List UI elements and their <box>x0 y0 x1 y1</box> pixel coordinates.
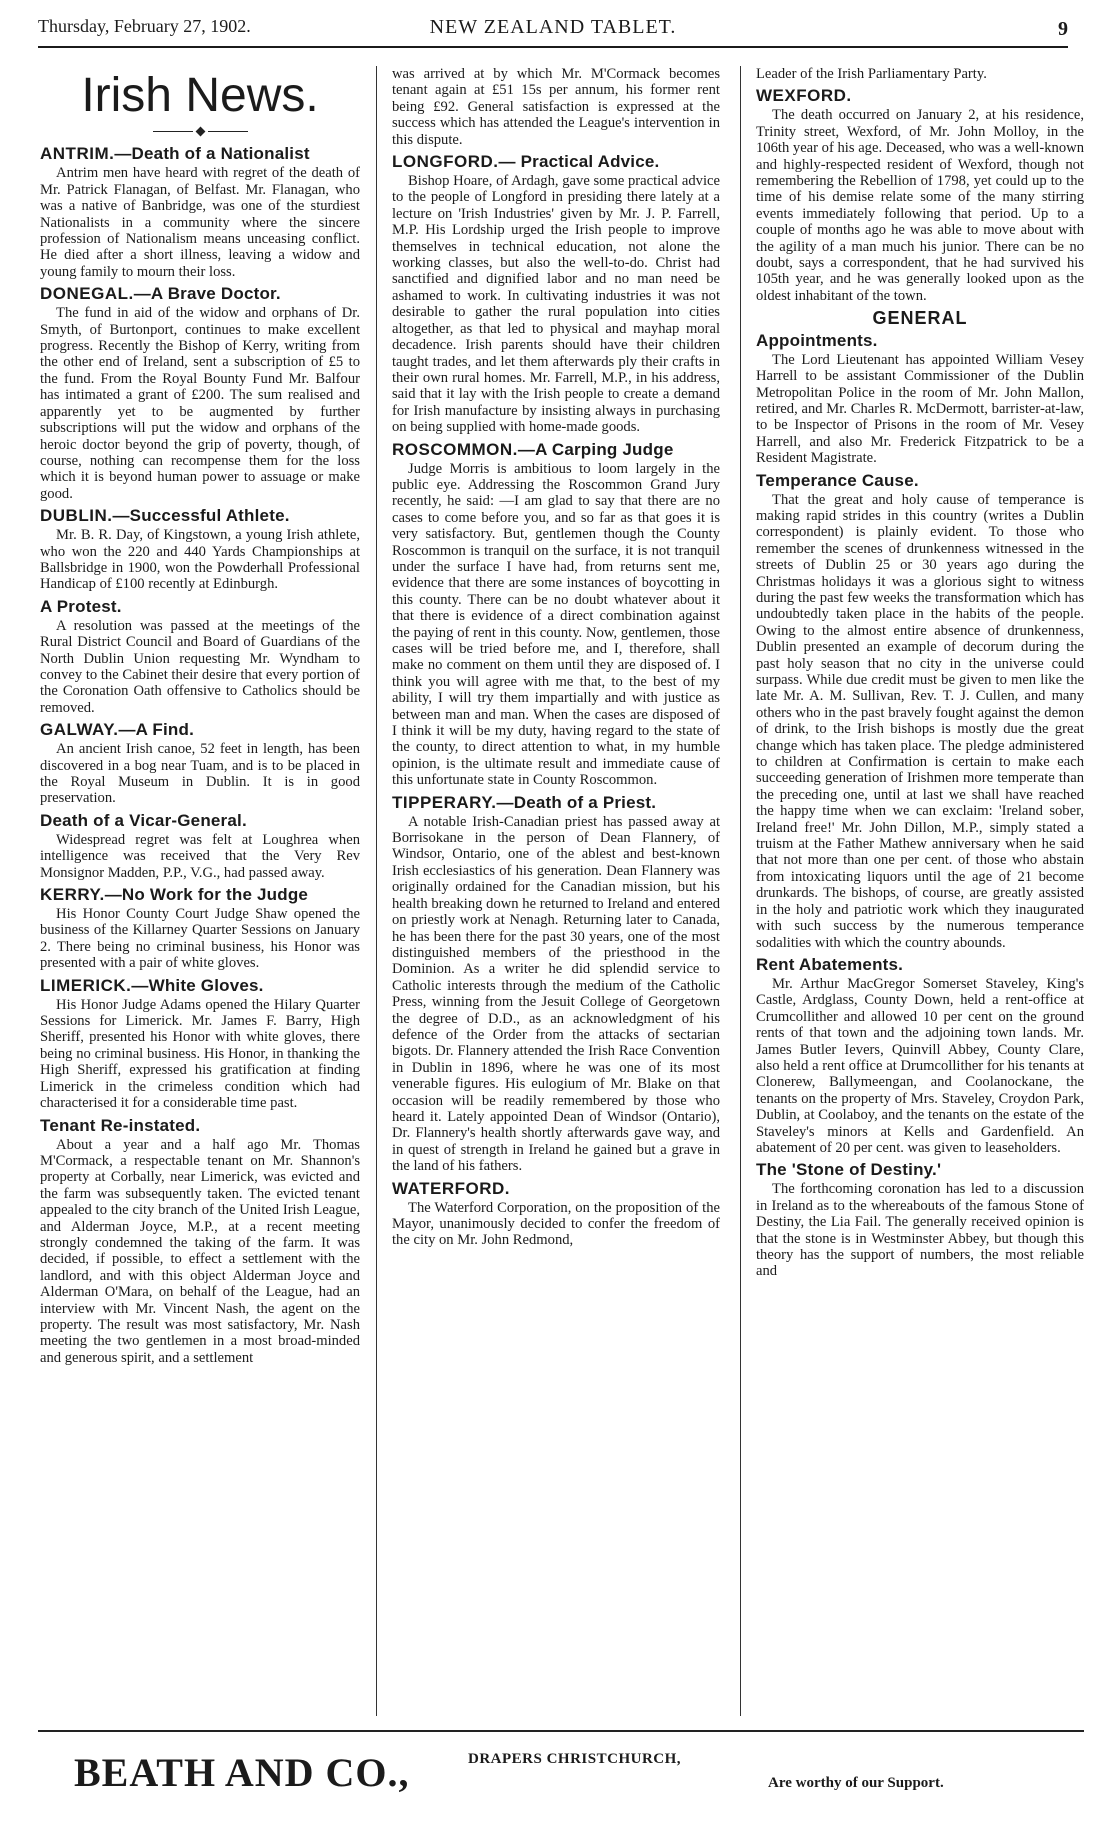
section-title-irish-news: Irish News. <box>81 69 319 122</box>
article-headline <box>756 955 1084 975</box>
article-headline <box>392 793 720 813</box>
headline-place: GALWAY. <box>40 720 119 740</box>
article-paragraph: Widespread regret was felt at Loughrea when intelligence was received that the Very Rev Monsignor Madden, P.P., V.G., had passed away. <box>40 831 360 881</box>
column-1 <box>40 66 360 1716</box>
article-headline <box>40 597 360 617</box>
article-paragraph: His Honor Judge Adams opened the Hilary Quarter Sessions for Limerick. Mr. James F. Barry, High Sheriff, presented his Honor with white gloves, there being no criminal business. His Honor, in thanking the High Sheriff, expressed his gratification at finding Limerick in the crimeless condition which had characterised it for a considerable time past. <box>40 996 360 1112</box>
headline-title: Tenant Re-instated. <box>40 1115 201 1135</box>
headline-place: DONEGAL. <box>40 284 134 304</box>
article-paragraph: Mr. Arthur MacGregor Somerset Staveley, King's Castle, Ardglass, County Down, held a rent-office at Crumcollither and allowed 10 per cent on the ground rents of that town and the adjoining town lands. Mr. James Butler Ievers, Quinvill Abbey, County Clare, also held a rent office at Drumcollither for his tenants at Clonerew, Ballymeengan, and Coolanockane, the tenants on the property of Mrs. Staveley, Croydon Park, Dublin, at Coolaboy, and the tenants on the estate of the Staveley's minors at Kells and Gardenfield. An abatement of 20 per cent. was given to leaseholders. <box>756 975 1084 1156</box>
article-paragraph: About a year and a half ago Mr. Thomas M'Cormack, a respectable tenant on Mr. Shannon's property at Corbally, near Limerick, was evicted and the farm was subsequently taken. The evicted tenant appealed to the city branch of the United Irish League, and Alderman Joyce, M.P., at a recent meeting strongly condemned the taking of the farm. It was decided, if possible, to effect a settlement with the landlord, and with this object Alderman Joyce and Alderman O'Mara, on behalf of the League, had an interview with Mr. Vincent Nash, the agent on the property. The result was most satisfactory, Mr. Nash meeting the two gentlemen in a most broad-minded and generous spirit, and a settlement <box>40 1136 360 1366</box>
advertisement-footer <box>38 1745 1084 1805</box>
headline-place: ANTRIM. <box>40 144 115 164</box>
column-3-articles-after-general <box>756 331 1084 1280</box>
article-paragraph: Judge Morris is ambitious to loom largely in the public eye. Addressing the Roscommon Grand Jury recently, he said: —I am glad to say that there are no cases to come before you, and so far as that goes it is very satisfactory. But, gentlemen though the County Roscommon is tranquil on the surface, it is not tranquil under the surface I have had, from returns sent me, evidence that there are some instances of boycotting in this county. There can be no doubt whatever about it that there is evidence of a direct combination against the paying of rent in this county. Now, gentlemen, those cases will be tried before me, and I, therefore, shall make no comment on them until they are disposed of. I think you will agree with me that, to the best of my ability, I will try them impartially and with justice as between man and man. When the cases are disposed of I think it will be my duty, having regard to the state of the county, to direct attention to what, in my humble opinion, is the ultimate result and immediate cause of this unfortunate state in County Roscommon. <box>392 460 720 789</box>
headline-place: LONGFORD. <box>392 152 499 172</box>
headline-title: The 'Stone of Destiny.' <box>756 1160 942 1180</box>
headline-place: TIPPERARY. <box>392 792 497 812</box>
article-headline <box>40 144 360 164</box>
headline-place: DUBLIN. <box>40 506 113 526</box>
column-divider-1 <box>376 66 377 1716</box>
article-paragraph: That the great and holy cause of temperance is making rapid strides in this country (writes a Dublin correspondent) is plainly evident. To those who remember the scenes of drunkenness witnessed in the streets of Dublin 25 or 30 years ago during the Christmas holidays it was a glorious sight to witness during the past few weeks the transformation which has undoubtedly taken place in the habits of the people. Owing to the almost entire absence of drunkenness, Dublin presented an example of decorum during the past holy season that no city in the universe could surpass. While due credit must be given to men like the late Mr. A. M. Sullivan, Rev. T. J. Cullen, and many others who in the past bravely fought against the demon of drink, to the Irish bishops is mostly due the great change which has taken place. The pledge administered to children at Confirmation is certain to make each succeeding generation of Irishmen more temperate than the preceding one, until at last we shall have reached the happy time when we can exclaim: 'Ireland sober, Ireland free!' Mr. John Dillon, M.P., simply stated a truism at the Father Mathew anniversary when he said that not more than one per cent. of those who abstain from intoxicating liquors until the age of 21 become drunkards. The bishops, of course, are greatly assisted in the holy and patriotic work which they inaugurated with such success by the numerous temperance sodalities with which the country abounds. <box>756 491 1084 951</box>
column-2 <box>392 66 720 1716</box>
article-paragraph: The Waterford Corporation, on the proposition of the Mayor, unanimously decided to confer the freedom of the city on Mr. John Redmond, <box>392 1199 720 1249</box>
article-headline <box>392 1179 720 1199</box>
article-paragraph: An ancient Irish canoe, 52 feet in length, has been discovered in a bog near Tuam, and is to be placed in the Royal Museum in Dublin. It is in good preservation. <box>40 741 360 807</box>
diamond-ornament-icon <box>195 126 205 136</box>
article-headline <box>40 976 360 996</box>
column-3 <box>756 66 1084 1716</box>
continued-paragraph: was arrived at by which Mr. M'Cormack becomes tenant again at £51 15s per annum, his former rent being £92. General satisfaction is expressed at the success which has attended the League's intervention in this dispute. <box>392 66 720 148</box>
article-paragraph: A notable Irish-Canadian priest has passed away at Borrisokane in the person of Dean Flannery, of Windsor, Ontario, one of the ablest and best-known Irish ecclesiastics of his generation. Dean Flannery was originally ordained for the Canadian mission, but his health breaking down he returned to Ireland and entered on priestly work at Nenagh. Returning later to Canada, he has been there for the past 30 years, one of the most distinguished members of the priesthood in the Dominion. As a writer he did splendid service to Catholic interests through the medium of the Catholic Press, winning from the Jesuit College of Georgetown the degree of D.D., as an acknowledgment of his defence of the Order from the attacks of sectarian bigots. Dr. Flannery attended the Irish Race Convention in Dublin in 1896, where he was one of its most venerable figures. His eulogium of Mr. Blake on that occasion will be readily remembered by those who heard it. Lately appointed Dean of Windsor (Ontario), Dr. Flannery's health shortly afterwards gave way, and in quest of strength in Ireland he gained but a grave in the land of his fathers. <box>392 813 720 1175</box>
masthead: NEW ZEALAND TABLET. <box>429 16 677 38</box>
headline-title: —Successful Athlete. <box>112 506 290 526</box>
headline-title: —A Find. <box>118 720 195 740</box>
headline-place: LIMERICK. <box>40 975 132 995</box>
issue-date: Thursday, February 27, 1902. <box>38 16 251 36</box>
article-headline <box>756 86 1084 106</box>
headline-title: —Death of a Nationalist <box>114 144 310 164</box>
article-paragraph: A resolution was passed at the meetings of the Rural District Council and Board of Guardians of the North Dublin Union requesting Mr. Wyndham to convey to the Cabinet their desire that every portion of the Coronation Oath offensive to Catholics should be removed. <box>40 617 360 716</box>
article-headline <box>392 152 720 172</box>
article-paragraph: The Lord Lieutenant has appointed William Vesey Harrell to be assistant Commissioner of the Dublin Metropolitan Police in the room of Mr. John Mallon, retired, and Mr. Charles R. McDermott, barrister-at-law, to be Inspector of Prisons in the room of Mr. Vesey Harrell, and also Mr. Frederick Fitzpatrick to be a Resident Magistrate. <box>756 351 1084 467</box>
headline-title: —White Gloves. <box>131 975 264 995</box>
footer-rule <box>38 1730 1084 1732</box>
article-paragraph: Antrim men have heard with regret of the death of Mr. Patrick Flanagan, of Belfast. Mr. Flanagan, who was a native of Banbridge, was one of the sturdiest Nationalists in a community where the sincere profession of Nationalism means unceasing conflict. He died after a short illness, leaving a widow and young family to mourn their loss. <box>40 165 360 280</box>
article-headline <box>392 440 720 460</box>
title-ornament <box>40 122 360 138</box>
headline-title: —A Brave Doctor. <box>133 284 281 304</box>
article-headline <box>40 1116 360 1136</box>
headline-title: Appointments. <box>756 330 878 350</box>
headline-place: ROSCOMMON. <box>392 439 518 459</box>
article-headline <box>40 885 360 905</box>
headline-title: — Practical Advice. <box>498 152 660 172</box>
article-paragraph: The forthcoming coronation has led to a discussion in Ireland as to the whereabouts of the famous Stone of Destiny, the Lia Fail. The generally received opinion is that the stone is in Westminster Abbey, but though this theory has the support of numbers, the most reliable and <box>756 1181 1084 1280</box>
headline-title: Rent Abatements. <box>756 954 904 974</box>
article-headline <box>40 284 360 304</box>
article-paragraph: The death occurred on January 2, at his residence, Trinity street, Wexford, of Mr. John Molloy, in the 106th year of his age. Deceased, who was a well-known and highly-respected resident of Wexford, though not remembering the Rebellion of 1798, yet could up to the time of his demise relate some of the many stirring events immediately following that period. Up to a couple of months ago he was able to move about with the agility of a man much his junior. There can be no doubt, says a correspondent, that he had survived his 105th year, and he was generally looked upon as the oldest inhabitant of the town. <box>756 107 1084 304</box>
headline-place: WEXFORD. <box>756 86 852 106</box>
continued-paragraph: Leader of the Irish Parliamentary Party. <box>756 66 987 82</box>
headline-place: KERRY. <box>40 885 105 905</box>
article-paragraph: His Honor County Court Judge Shaw opened the business of the Killarney Quarter Sessions on January 2. There being no criminal business, his Honor was presented with a pair of white gloves. <box>40 906 360 972</box>
advertiser-name: BEATH AND CO., <box>74 1750 410 1795</box>
article-headline <box>40 506 360 526</box>
column-2-articles <box>392 152 720 1249</box>
article-headline <box>40 811 360 831</box>
headline-title: A Protest. <box>40 596 122 616</box>
article-paragraph: Bishop Hoare, of Ardagh, gave some practical advice to the people of Longford in presiding there lately at a lecture on 'Irish Industries' given by Mr. J. P. Farrell, M.P. His Lordship urged the Irish people to improve themselves in technical education, not alone the working classes, but also the well-to-do. Christ had sanctified and dignified labor and no man need be ashamed to work. In cultivating industries it was not desirable to gather the rural population into cities altogether, as that led to physical and mayhap moral decadence. Irish parents should have their children taught trades, and let them afterwards ply their crafts in their own rural homes. Mr. Farrell, M.P., in his address, said that it lay with the Irish people to create a demand for Irish manufacture by insisting always in purchasing on being supplied with home-made goods. <box>392 173 720 436</box>
column-3-articles-before-general <box>756 86 1084 304</box>
section-banner-general: GENERAL <box>872 308 968 329</box>
headline-title: —Death of a Priest. <box>496 792 657 812</box>
article-headline <box>756 331 1084 351</box>
advertiser-tagline: Are worthy of our Support. <box>768 1775 944 1791</box>
column-1-articles <box>40 144 360 1366</box>
article-paragraph: The fund in aid of the widow and orphans of Dr. Smyth, of Burtonport, continues to make excellent progress. Recently the Bishop of Kerry, writing from the other end of Ireland, sent a subscription of £5 to the fund. From the Royal Bounty Fund Mr. Balfour has intimated a grant of £200. The sum realised and apparently yet to be augmented by further subscriptions will put the widow and orphans of the heroic doctor beyond the grip of poverty, though, of course, nothing can recompense them for the loss which it is beyond human power to assuage or make good. <box>40 305 360 502</box>
headline-title: —A Carping Judge <box>517 439 674 459</box>
advertiser-location: DRAPERS CHRISTCHURCH, <box>468 1751 682 1767</box>
page-number: 9 <box>1058 18 1068 40</box>
article-headline <box>40 720 360 740</box>
page-header <box>38 6 1068 48</box>
headline-title: Death of a Vicar-General. <box>40 810 247 830</box>
headline-title: Temperance Cause. <box>756 470 919 490</box>
column-divider-2 <box>740 66 741 1716</box>
article-headline <box>756 471 1084 491</box>
article-paragraph: Mr. B. R. Day, of Kingstown, a young Irish athlete, who won the 220 and 440 Yards Championships at Ballsbridge in 1900, won the Powderhall Professional Handicap of £100 recently at Edinburgh. <box>40 527 360 593</box>
headline-place: WATERFORD. <box>392 1178 511 1198</box>
article-headline <box>756 1160 1084 1180</box>
headline-title: —No Work for the Judge <box>104 885 309 905</box>
